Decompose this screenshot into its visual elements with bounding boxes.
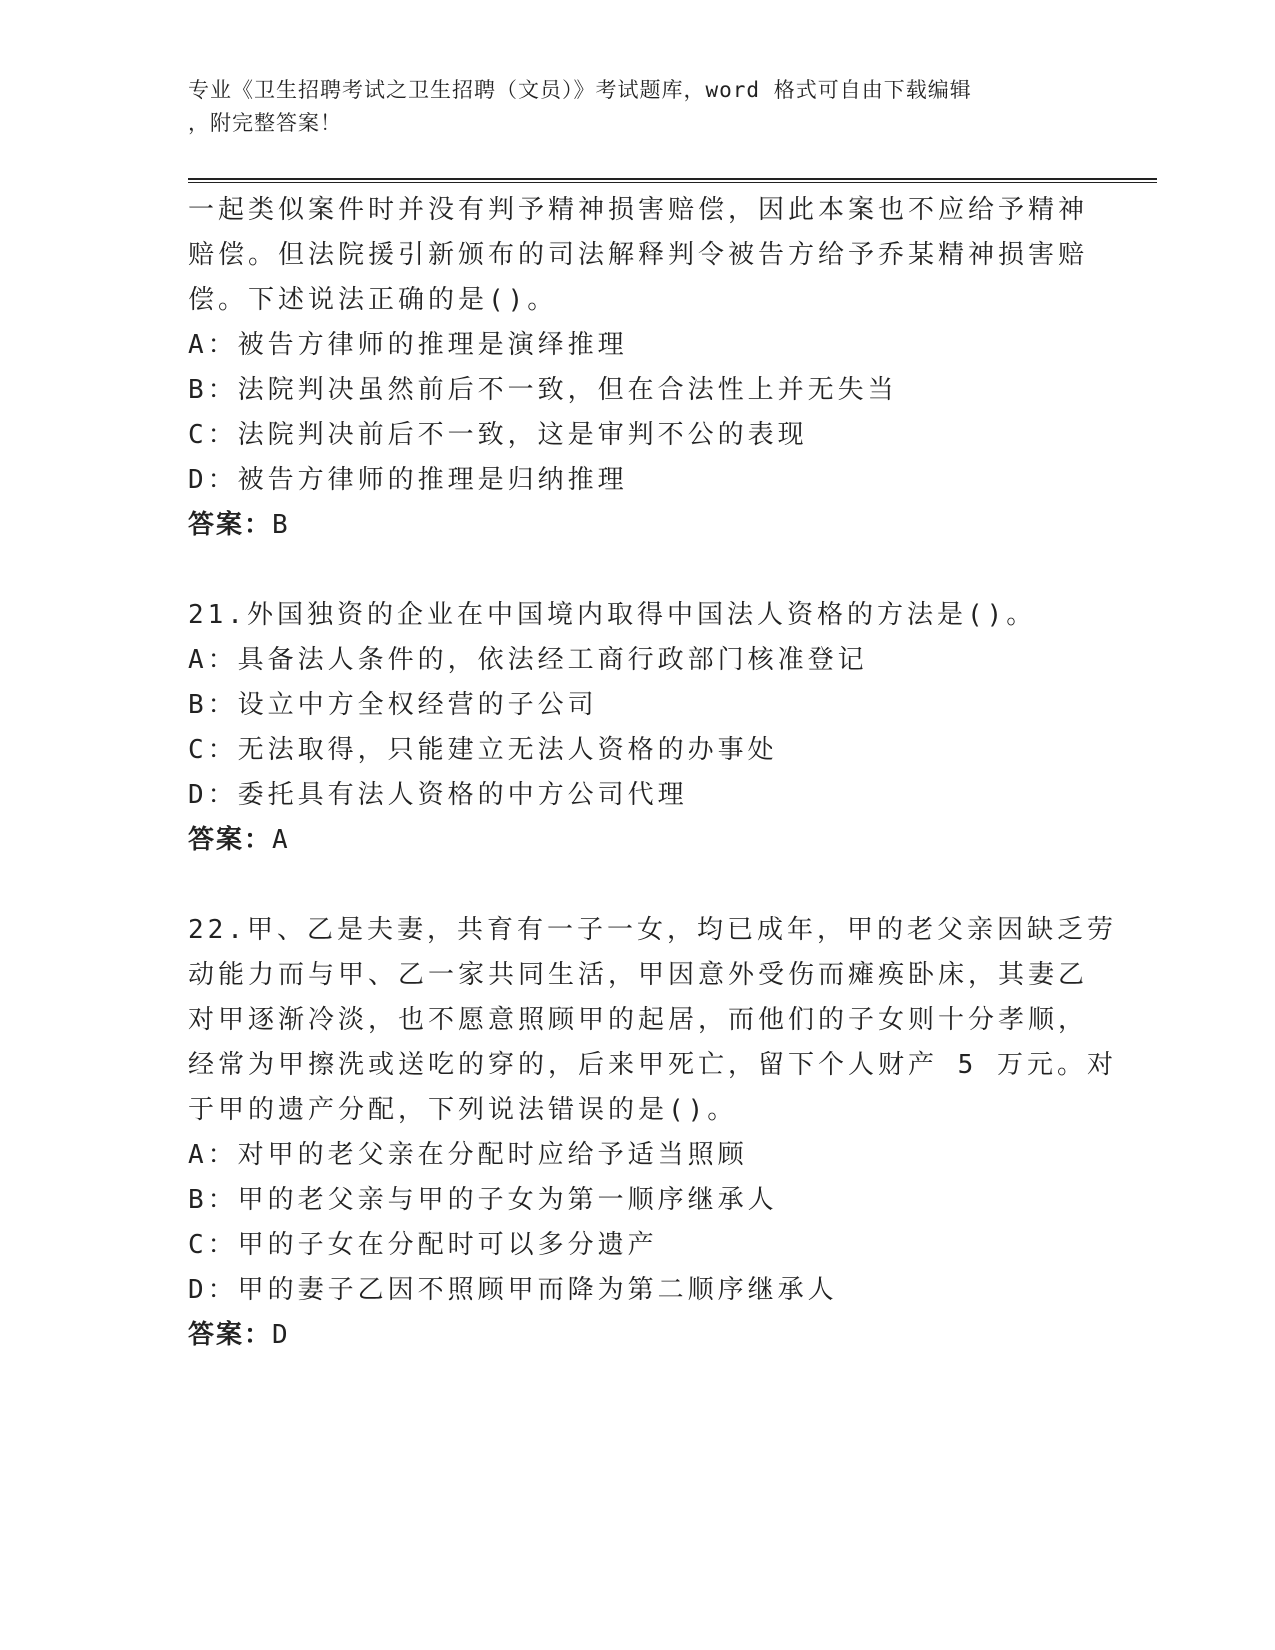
question-stem-line: 动能力而与甲、乙一家共同生活，甲因意外受伤而瘫痪卧床，其妻乙 — [188, 960, 1089, 990]
answer-value: A — [272, 825, 288, 855]
question-22 — [188, 908, 1117, 1358]
option-d: D：委托具有法人资格的中方公司代理 — [188, 780, 688, 810]
option-a: A：具备法人条件的，依法经工商行政部门核准登记 — [188, 645, 868, 675]
question-stem-line: 21.外国独资的企业在中国境内取得中国法人资格的方法是()。 — [188, 600, 1037, 630]
answer-value: D — [272, 1320, 288, 1350]
header-title-line-1: 专业《卫生招聘考试之卫生招聘（文员）》考试题库，word 格式可自由下载编辑 — [188, 78, 972, 102]
answer-label: 答案： — [188, 510, 273, 540]
question-21 — [188, 593, 1088, 863]
option-d: D：被告方律师的推理是归纳推理 — [188, 465, 628, 495]
question-stem-line: 经常为甲擦洗或送吃的穿的，后来甲死亡，留下个人财产 5 万元。对 — [188, 1050, 1117, 1080]
header-title-line-2: ，附完整答案！ — [188, 111, 342, 135]
question-spacer — [188, 548, 1088, 593]
answer-line — [188, 503, 1088, 548]
option-b: B：甲的老父亲与甲的子女为第一顺序继承人 — [188, 1185, 778, 1215]
question-20 — [188, 188, 1088, 548]
option-b: B：设立中方全权经营的子公司 — [188, 690, 598, 720]
answer-line — [188, 818, 1088, 863]
header-divider — [188, 178, 1157, 183]
question-stem-line: 一起类似案件时并没有判予精神损害赔偿，因此本案也不应给予精神 — [188, 195, 1089, 225]
question-stem-line: 对甲逐渐冷淡，也不愿意照顾甲的起居，而他们的子女则十分孝顺， — [188, 1005, 1089, 1035]
question-list — [188, 188, 1117, 1358]
page-header — [188, 74, 1068, 140]
answer-value: B — [272, 510, 288, 540]
option-c: C：甲的子女在分配时可以多分遗产 — [188, 1230, 658, 1260]
question-spacer — [188, 863, 1088, 908]
question-stem-line: 于甲的遗产分配，下列说法错误的是()。 — [188, 1095, 738, 1125]
option-a: A：对甲的老父亲在分配时应给予适当照顾 — [188, 1140, 748, 1170]
option-c: C：法院判决前后不一致，这是审判不公的表现 — [188, 420, 808, 450]
answer-label: 答案： — [188, 1320, 273, 1350]
question-stem-line: 22.甲、乙是夫妻，共育有一子一女，均已成年，甲的老父亲因缺乏劳 — [188, 915, 1117, 945]
option-c: C：无法取得，只能建立无法人资格的办事处 — [188, 735, 778, 765]
option-d: D：甲的妻子乙因不照顾甲而降为第二顺序继承人 — [188, 1275, 838, 1305]
question-stem-line: 赔偿。但法院援引新颁布的司法解释判令被告方给予乔某精神损害赔 — [188, 240, 1089, 270]
answer-label: 答案： — [188, 825, 273, 855]
answer-line — [188, 1313, 1088, 1358]
option-a: A：被告方律师的推理是演绎推理 — [188, 330, 628, 360]
option-b: B：法院判决虽然前后不一致，但在合法性上并无失当 — [188, 375, 898, 405]
question-stem-line: 偿。下述说法正确的是()。 — [188, 285, 558, 315]
